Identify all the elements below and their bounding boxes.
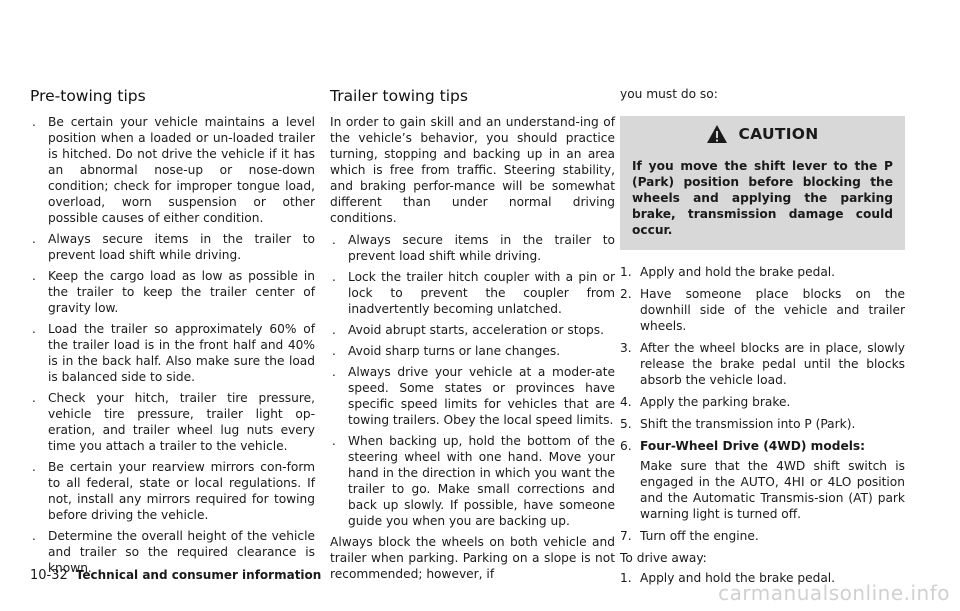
column-trailer-towing xyxy=(330,86,615,588)
list-item: . Be certain your rearview mirrors con-form to all federal, state or local regulations. If not, install any mirrors required for towing before driving the vehicle. xyxy=(32,460,315,522)
caution-title: CAUTION xyxy=(738,125,819,143)
list-item: . Always secure items in the trailer to prevent load shift while driving. xyxy=(32,232,315,262)
page-number: 10-32 xyxy=(30,568,68,583)
parking-steps-list xyxy=(620,264,905,544)
trailer-towing-closing: Always block the wheels on both vehicle and trailer when parking. Parking on a slope is not recommended; however, if xyxy=(330,535,615,581)
caution-header xyxy=(632,124,893,144)
list-item: 4. Apply the parking brake. xyxy=(620,395,791,409)
list-item: 3. After the wheel blocks are in place, slowly release the brake pedal until the blocks absorb the vehicle load. xyxy=(620,341,905,387)
warning-triangle-icon xyxy=(706,124,728,144)
trailer-towing-intro: In order to gain skill and an understand-ing of the vehicle’s behavior, you should practice turning, stopping and backing up in an area which is free from traffic. Steering stability, and braking perfor-mance will be somewhat different than under normal driving conditions. xyxy=(330,115,615,225)
pre-towing-heading: Pre-towing tips xyxy=(30,87,146,105)
list-item: . Always drive your vehicle at a moder-ate speed. Some states or provinces have specific speed limits for vehicles that are towing trailers. Obey the local speed limits. xyxy=(332,365,615,427)
pre-towing-list xyxy=(30,114,315,576)
list-item: . Lock the trailer hitch coupler with a pin or lock to prevent the coupler from inadvertently becoming unlatched. xyxy=(332,270,615,316)
watermark: carmanualsonline.info xyxy=(718,581,950,605)
section-title: Technical and consumer information xyxy=(75,568,322,582)
list-item: . Be certain your vehicle maintains a level position when a loaded or un-loaded trailer is hitched. Do not drive the vehicle if it has an abnormal nose-up or nose-down condition; check for improper tongue load, overload, worn suspension or other possible causes of either condition. xyxy=(32,115,315,225)
drive-away-label: To drive away: xyxy=(620,551,707,565)
caution-box xyxy=(620,116,905,250)
list-item: . When backing up, hold the bottom of the steering wheel with one hand. Move your hand in the direction in which you want the trailer to go. Make small corrections and back up slowly. If possible, have someone guide you when you are backing up. xyxy=(332,434,615,528)
column-parking-steps xyxy=(620,86,905,592)
trailer-towing-list xyxy=(330,232,615,529)
list-item: 7. Turn off the engine. xyxy=(620,529,759,543)
list-item: 1. Apply and hold the brake pedal. xyxy=(620,571,836,585)
list-item: . Determine the overall height of the vehicle and trailer so the required clearance is known. xyxy=(32,529,315,575)
trailer-towing-heading: Trailer towing tips xyxy=(330,87,468,105)
list-item: 5. Shift the transmission into P (Park). xyxy=(620,417,856,431)
page-footer xyxy=(30,568,321,583)
caution-text: If you move the shift lever to the P (Park) position before blocking the wheels and applying the parking brake, transmission damage could occur. xyxy=(632,159,893,237)
list-item: . Check your hitch, trailer tire pressure, vehicle tire pressure, trailer light op-eration, and trailer wheel lug nuts every time you attach a trailer to the vehicle. xyxy=(32,391,315,453)
list-item: 2. Have someone place blocks on the downhill side of the vehicle and trailer wheels. xyxy=(620,287,905,333)
list-item: . Keep the cargo load as low as possible in the trailer to keep the trailer center of gravity low. xyxy=(32,269,315,315)
list-item: . Always secure items in the trailer to prevent load shift while driving. xyxy=(332,233,615,263)
list-item: 6. Four-Wheel Drive (4WD) models: Make sure that the 4WD shift switch is engaged in the AUTO, 4HI or 4LO position and the Automatic Transmis-sion (AT) park warning light is turned off. xyxy=(620,439,905,521)
lead-text: you must do so: xyxy=(620,87,718,101)
list-item: . Avoid abrupt starts, acceleration or stops. xyxy=(332,323,604,337)
column-pre-towing xyxy=(30,86,315,581)
step-bold-label: Four-Wheel Drive (4WD) models: xyxy=(640,439,866,453)
list-item: . Avoid sharp turns or lane changes. xyxy=(332,344,561,358)
list-item: 1. Apply and hold the brake pedal. xyxy=(620,265,836,279)
list-item: . Load the trailer so approximately 60% of the trailer load is in the front half and 40% is in the back half. Also make sure the load is balanced side to side. xyxy=(32,322,315,384)
